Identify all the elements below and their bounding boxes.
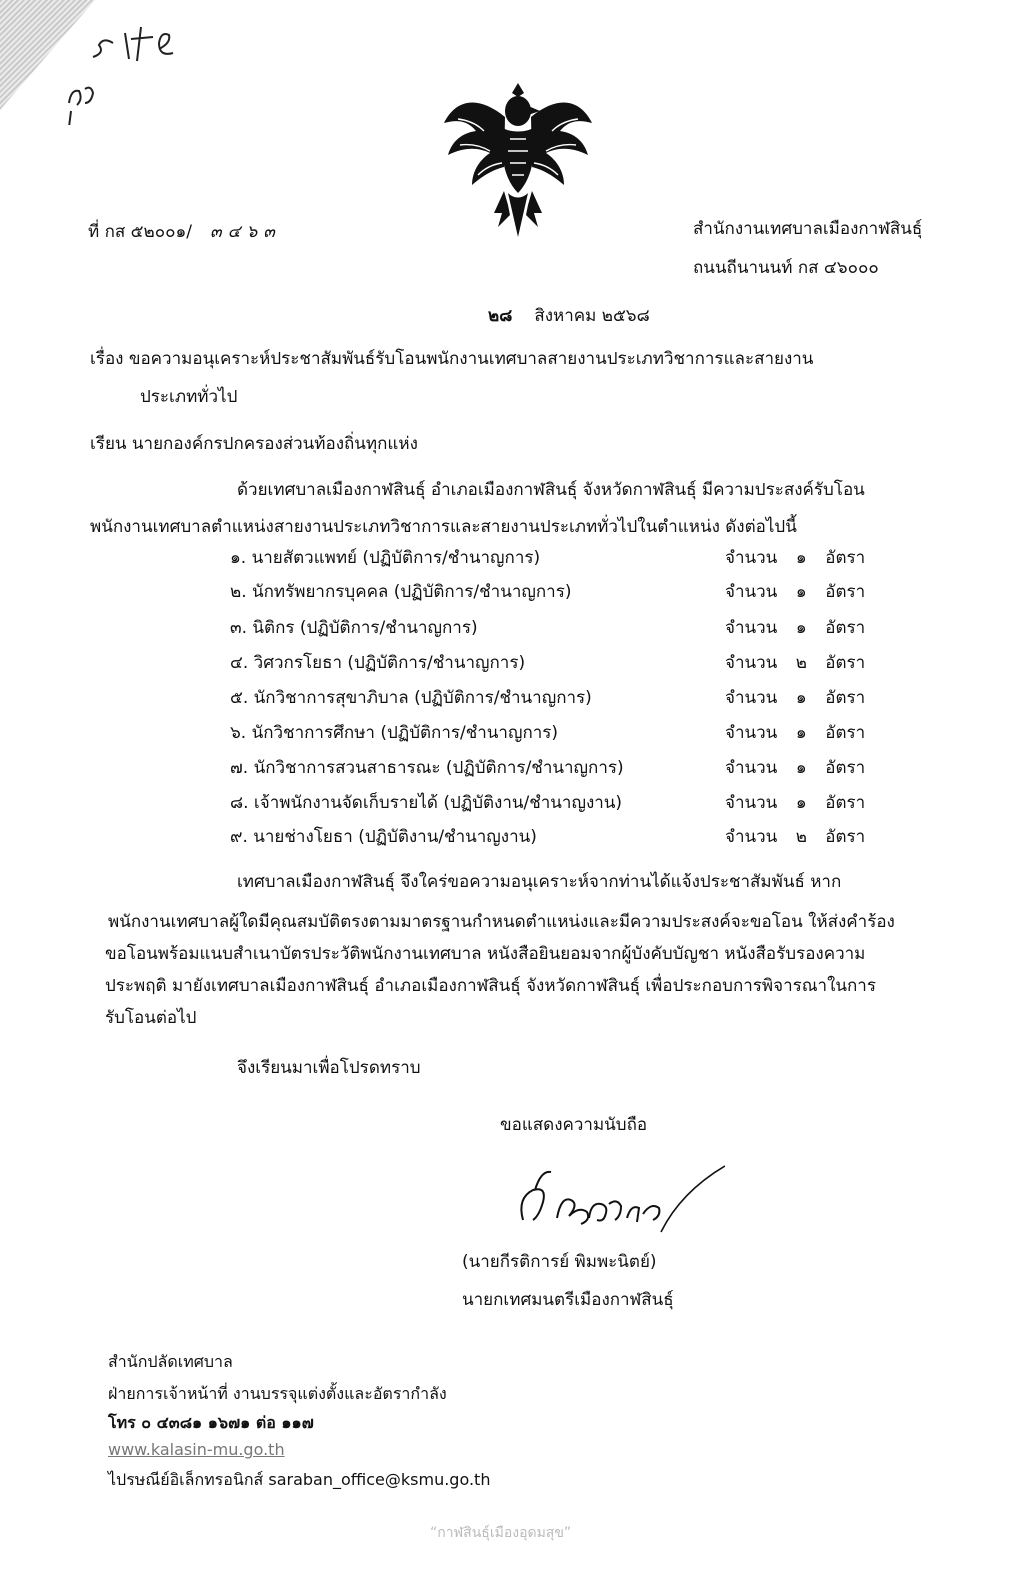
count-label: จำนวน [725,653,778,673]
document-date [488,302,650,329]
body-paragraph-2-line-2: พนักงานเทศบาลผู้ใดมีคุณสมบัติตรงตามมาตรฐานกำหนดตำแหน่งและมีความประสงค์จะขอโอน ให้ส่งคำร้อง [108,912,895,932]
count-label: จำนวน [725,723,778,743]
count-label: จำนวน [725,618,778,638]
count-value: ๑ [795,723,807,743]
position-count [725,684,865,711]
count-value: ๑ [795,793,807,813]
body-paragraph-1-line-1: ด้วยเทศบาลเมืองกาฬสินธุ์ อำเภอเมืองกาฬสินธุ์ จังหวัดกาฬสินธุ์ มีความประสงค์รับโอน [237,480,865,500]
count-unit: อัตรา [825,793,866,813]
position-count [725,578,865,605]
signature [505,1160,725,1245]
count-value: ๑ [795,758,807,778]
count-unit: อัตรา [825,618,866,638]
slogan: “กาฬสินธุ์เมืองอุดมสุข” [430,1525,572,1541]
count-unit: อัตรา [825,827,866,847]
count-value: ๑ [795,582,807,602]
count-label: จำนวน [725,582,778,602]
position-label: ๖. นักวิชาการศึกษา (ปฏิบัติการ/ชำนาญการ) [230,723,559,743]
document-number-value: ๓๔๖๓ [210,222,281,242]
position-label: ๔. วิศวกรโยธา (ปฏิบัติการ/ชำนาญการ) [230,653,526,673]
position-label: ๙. นายช่างโยธา (ปฏิบัติงาน/ชำนาญงาน) [230,827,537,847]
count-value: ๒ [795,827,807,847]
sender-office: สำนักงานเทศบาลเมืองกาฬสินธุ์ [693,219,923,239]
handwritten-note [55,15,195,130]
count-unit: อัตรา [825,548,866,568]
position-count [725,614,865,641]
count-label: จำนวน [725,758,778,778]
footer-division: ฝ่ายการเจ้าหน้าที่ งานบรรจุแต่งตั้งและอัตรากำลัง [108,1384,447,1403]
count-unit: อัตรา [825,723,866,743]
document-number [88,218,281,245]
body-paragraph-2-line-1: เทศบาลเมืองกาฬสินธุ์ จึงใคร่ขอความอนุเคราะห์จากท่านได้แจ้งประชาสัมพันธ์ หาก [237,872,842,892]
document-number-prefix: ที่ กส ๕๒๐๐๑/ [88,222,193,242]
position-label: ๘. เจ้าพนักงานจัดเก็บรายได้ (ปฏิบัติงาน/ชำนาญงาน) [230,793,623,813]
count-unit: อัตรา [825,582,866,602]
footer-website-link[interactable]: www.kalasin-mu.go.th [108,1440,285,1459]
valediction: ขอแสดงความนับถือ [500,1115,648,1135]
count-value: ๒ [795,653,807,673]
position-label: ๑. นายสัตวแพทย์ (ปฏิบัติการ/ชำนาญการ) [230,548,541,568]
body-paragraph-2-line-5: รับโอนต่อไป [105,1008,197,1028]
position-count [725,789,865,816]
footer-email: ไปรษณีย์อิเล็กทรอนิกส์ saraban_office@ksmu.go.th [108,1470,491,1489]
body-paragraph-2-line-3: ขอโอนพร้อมแนบสำเนาบัตรประวัติพนักงานเทศบาล หนังสือยินยอมจากผู้บังคับบัญชา หนังสือรับรองความ [105,944,866,964]
subject-line-continued: ประเภททั่วไป [140,387,238,407]
subject-line: เรื่อง ขอความอนุเคราะห์ประชาสัมพันธ์รับโอนพนักงานเทศบาลสายงานประเภทวิชาการและสายงาน [90,349,814,369]
salutation: เรียน นายกองค์กรปกครองส่วนท้องถิ่นทุกแห่ง [90,434,418,454]
footer-office: สำนักปลัดเทศบาล [108,1352,233,1371]
position-count [725,719,865,746]
position-label: ๓. นิติกร (ปฏิบัติการ/ชำนาญการ) [230,618,478,638]
date-month-year: สิงหาคม ๒๕๖๘ [534,306,650,326]
count-value: ๑ [795,688,807,708]
body-paragraph-1-line-2: พนักงานเทศบาลตำแหน่งสายงานประเภทวิชาการและสายงานประเภททั่วไปในตำแหน่ง ดังต่อไปนี้ [90,517,797,537]
position-count [725,649,865,676]
date-day: ๒๘ [488,306,513,326]
count-label: จำนวน [725,688,778,708]
count-label: จำนวน [725,827,778,847]
position-label: ๕. นักวิชาการสุขาภิบาล (ปฏิบัติการ/ชำนาญการ) [230,688,592,708]
count-label: จำนวน [725,793,778,813]
count-label: จำนวน [725,548,778,568]
position-count [725,754,865,781]
count-value: ๑ [795,548,807,568]
signatory-position: นายกเทศมนตรีเมืองกาฬสินธุ์ [462,1290,674,1310]
sender-address: ถนนถีนานนท์ กส ๔๖๐๐๐ [693,258,879,278]
position-count [725,823,865,850]
count-unit: อัตรา [825,653,866,673]
closing-line: จึงเรียนมาเพื่อโปรดทราบ [237,1058,421,1078]
footer-phone: โทร ๐ ๔๓๘๑ ๑๖๗๑ ต่อ ๑๑๗ [108,1413,314,1432]
position-count [725,544,865,571]
position-label: ๗. นักวิชาการสวนสาธารณะ (ปฏิบัติการ/ชำนาญการ) [230,758,624,778]
signatory-name: (นายกีรติการย์ พิมพะนิตย์) [462,1252,657,1272]
count-unit: อัตรา [825,688,866,708]
count-value: ๑ [795,618,807,638]
body-paragraph-2-line-4: ประพฤติ มายังเทศบาลเมืองกาฬสินธุ์ อำเภอเมืองกาฬสินธุ์ จังหวัดกาฬสินธุ์ เพื่อประกอบการพิจารณาในการ [105,976,876,996]
count-unit: อัตรา [825,758,866,778]
position-label: ๒. นักทรัพยากรบุคคล (ปฏิบัติการ/ชำนาญการ) [230,582,572,602]
garuda-emblem-icon [438,75,598,250]
